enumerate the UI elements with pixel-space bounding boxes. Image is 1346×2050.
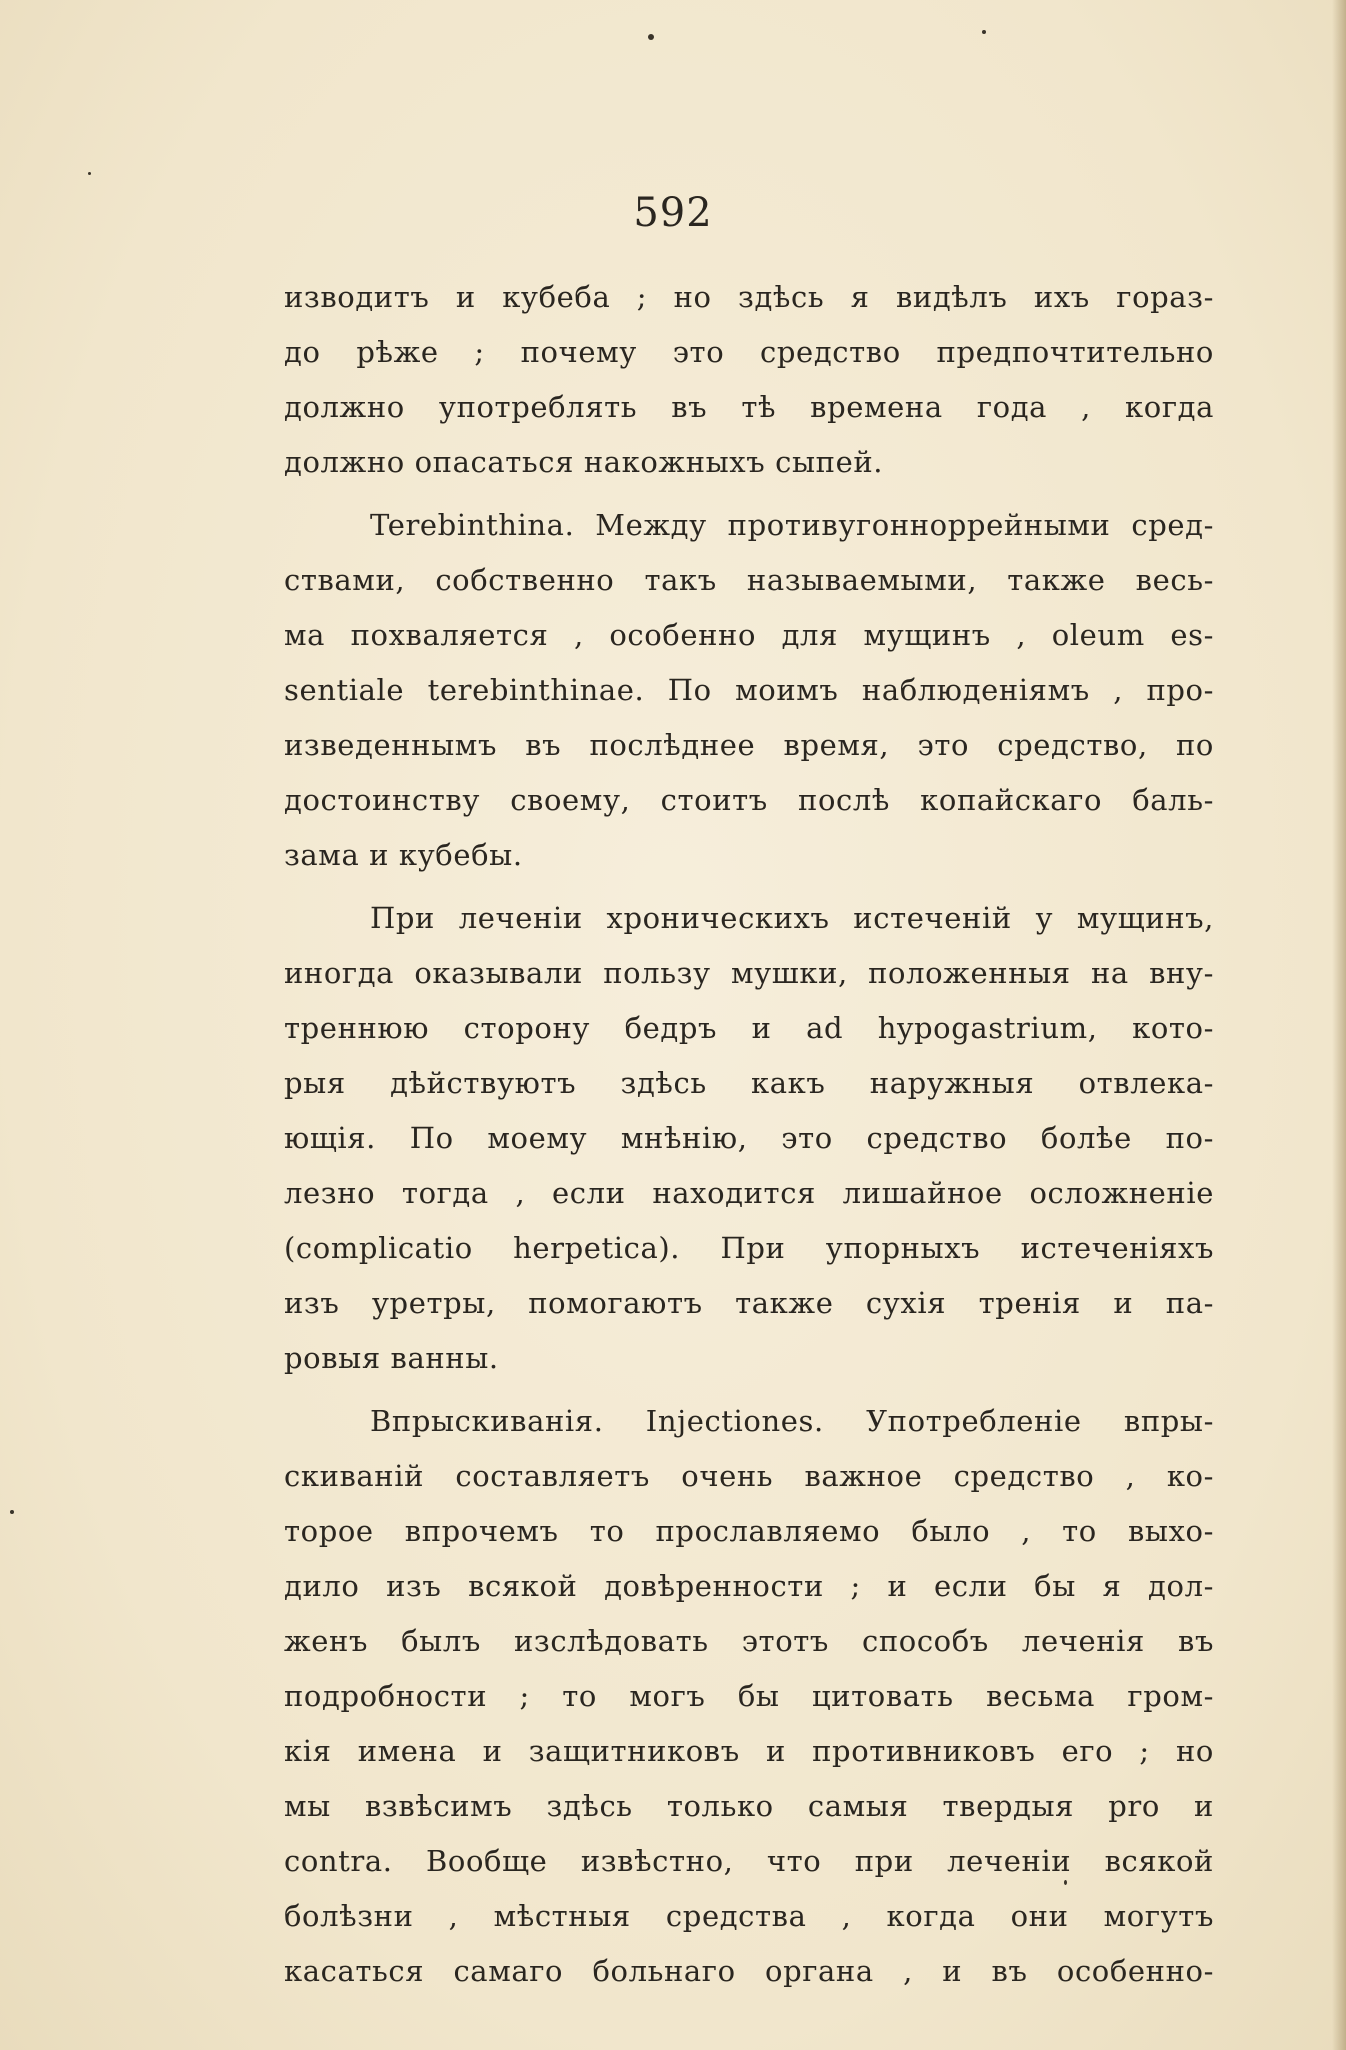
paragraph — [284, 270, 1214, 490]
text-line: sentiale terebinthinae. По моимъ наблюденіямъ , про- — [284, 673, 1214, 707]
text-line: рыя дѣйствуютъ здѣсь какъ наружныя отвлека- — [284, 1066, 1214, 1100]
text-line: изведеннымъ въ послѣднее время, это средство, по — [284, 728, 1214, 762]
page-edge-shadow — [1332, 0, 1346, 2050]
text-line: торое впрочемъ то прославляемо было , то выхо- — [284, 1514, 1214, 1548]
text-line: ющія. По моему мнѣнію, это средство болѣе по- — [284, 1121, 1214, 1155]
text-line: изъ уретры, помогаютъ также сухія тренія и па- — [284, 1286, 1214, 1320]
body-text — [284, 270, 1214, 1999]
paragraph — [284, 498, 1214, 883]
text-line: должно употреблять въ тѣ времена года , когда — [284, 390, 1214, 424]
text-line: должно опасаться накожныхъ сыпей. — [284, 445, 884, 479]
ink-speck — [10, 1510, 14, 1514]
text-line: лезно тогда , если находится лишайное осложненіе — [284, 1176, 1214, 1210]
text-line: Terebinthina. Между противугонноррейными сред- — [370, 508, 1214, 542]
text-line: Впрыскиванія. Injectiones. Употребленіе впры- — [370, 1404, 1214, 1438]
text-line: касаться самаго больнаго органа , и въ особенно- — [284, 1954, 1214, 1988]
text-line: мы взвѣсимъ здѣсь только самыя твердыя pro и — [284, 1789, 1214, 1823]
page-number: 592 — [633, 190, 713, 236]
text-line: ровыя ванны. — [284, 1341, 499, 1375]
paragraph — [284, 891, 1214, 1386]
text-line: ма похваляется , особенно для мущинъ , oleum es- — [284, 618, 1214, 652]
text-line: болѣзни , мѣстныя средства , когда они могутъ — [284, 1899, 1214, 1933]
text-line: ствами, собственно такъ называемыми, также весь- — [284, 563, 1214, 597]
text-line: подробности ; то могъ бы цитовать весьма гром- — [284, 1679, 1214, 1713]
text-line: иногда оказывали пользу мушки, положенныя на вну- — [284, 956, 1214, 990]
text-line: contra. Вообще извѣстно, что при леченіи всякой — [284, 1844, 1214, 1878]
text-line: скиваній составляетъ очень важное средство , ко- — [284, 1459, 1214, 1493]
text-line: При леченіи хроническихъ истеченій у мущинъ, — [370, 901, 1214, 935]
text-line: дило изъ всякой довѣренности ; и если бы я дол- — [284, 1569, 1214, 1603]
text-line: (complicatio herpetica). При упорныхъ истеченіяхъ — [284, 1231, 1214, 1265]
text-line: изводитъ и кубеба ; но здѣсь я видѣлъ ихъ гораз- — [284, 280, 1214, 314]
paragraph — [284, 1394, 1214, 1999]
text-line: достоинству своему, стоитъ послѣ копайскаго баль- — [284, 783, 1214, 817]
text-line: женъ былъ изслѣдовать этотъ способъ леченія въ — [284, 1624, 1214, 1658]
text-line: до рѣже ; почему это средство предпочтительно — [284, 335, 1214, 369]
text-line: кія имена и защитниковъ и противниковъ его ; но — [284, 1734, 1214, 1768]
ink-speck — [648, 34, 654, 40]
ink-speck — [982, 30, 986, 34]
text-line: зама и кубебы. — [284, 838, 523, 872]
text-line: треннюю сторону бедръ и ad hypogastrium, кото- — [284, 1011, 1214, 1045]
ink-speck — [88, 172, 91, 175]
